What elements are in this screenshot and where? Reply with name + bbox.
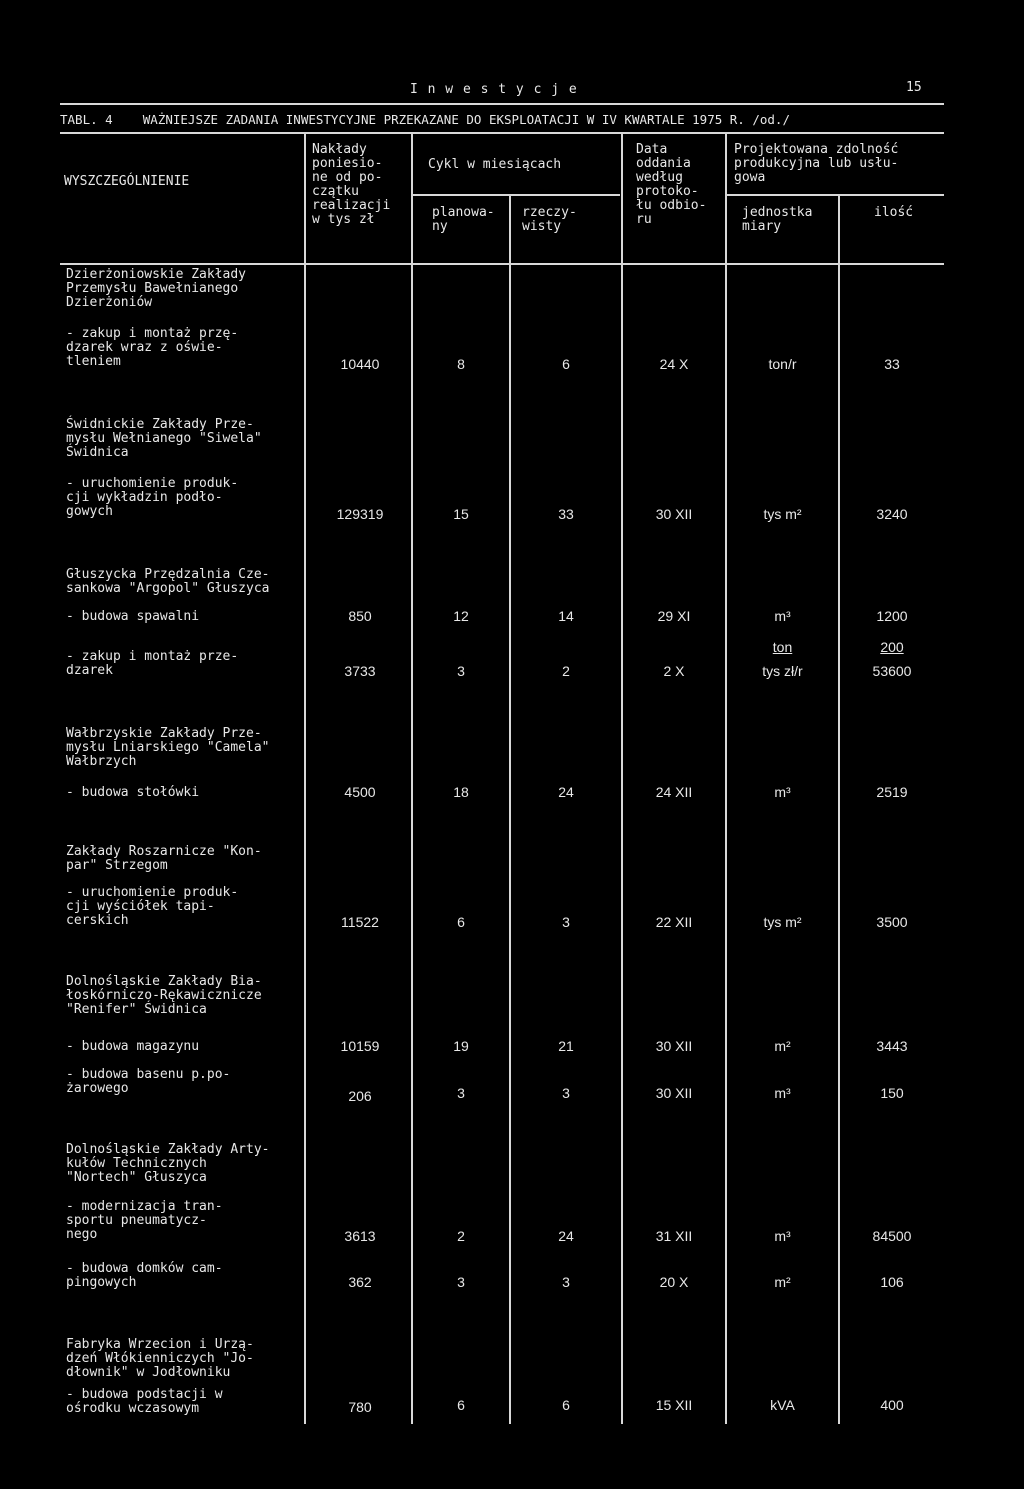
planned-1-1: 8 [457, 356, 465, 372]
actual-4-1: 24 [558, 784, 574, 800]
header-capacity: Projektowana zdolność produkcyjna lub usłu- gowa [734, 142, 899, 185]
actual-1-1: 6 [562, 356, 570, 372]
group-name-1: Dzierżoniowskie Zakłady Przemysłu Bawełnianego Dzierżoniów [66, 267, 247, 310]
group-name-4: Wałbrzyskie Zakłady Prze- mysłu Lniarskiego "Camela" Wałbrzych [66, 726, 270, 769]
task-2-1: - uruchomienie produk- cji wykładzin podło- gowych [66, 476, 239, 519]
header-name: WYSZCZEGÓLNIENIE [64, 174, 190, 189]
costs-6-2: 206 [348, 1088, 372, 1104]
top-rule [60, 103, 944, 105]
date-3-1: 29 XI [657, 608, 691, 624]
group-name-7: Dolnośląskie Zakłady Arty- kułów Technicznych "Nortech" Głuszyca [66, 1142, 270, 1185]
unit-4-1: m³ [774, 784, 791, 800]
unit-7-1: m³ [774, 1228, 791, 1244]
planned-4-1: 18 [453, 784, 469, 800]
date-1-1: 24 X [659, 356, 689, 372]
unit-top-3-2: ton [772, 639, 793, 655]
col-rule-1 [304, 134, 306, 1424]
quantity-6-1: 3443 [876, 1038, 908, 1054]
task-1-1: - zakup i montaż przę- dzarek wraz z oświe- tleniem [66, 326, 239, 369]
quantity-2-1: 3240 [876, 506, 908, 522]
costs-3-1: 850 [348, 608, 372, 624]
planned-3-2: 3 [457, 663, 465, 679]
table-title: TABL. 4 WAŻNIEJSZE ZADANIA INWESTYCYJNE PRZEKAZANE DO EKSPLOATACJI W IV KWARTALE 1975 R. /od./ [60, 112, 790, 127]
costs-1-1: 10440 [340, 356, 380, 372]
date-7-2: 20 X [659, 1274, 689, 1290]
group-name-5: Zakłady Roszarnicze "Kon- par" Strzegom [66, 844, 262, 873]
planned-7-2: 3 [457, 1274, 465, 1290]
costs-7-1: 3613 [344, 1228, 376, 1244]
header-planned: planowa- ny [432, 205, 495, 234]
planned-6-1: 19 [453, 1038, 469, 1054]
quantity-6-2: 150 [880, 1085, 904, 1101]
date-3-2: 2 X [663, 663, 685, 679]
planned-5-1: 6 [457, 914, 465, 930]
actual-3-1: 14 [558, 608, 574, 624]
unit-5-1: tys m² [763, 914, 802, 930]
section-header: I n w e s t y c j e [410, 82, 578, 97]
header-costs: Nakłady poniesio- ne od po- czątku realizacji w tys zł [312, 142, 391, 227]
title-rule [60, 132, 944, 134]
actual-6-1: 21 [558, 1038, 574, 1054]
costs-6-1: 10159 [340, 1038, 380, 1054]
quantity-4-1: 2519 [876, 784, 908, 800]
task-4-1: - budowa stołówki [66, 785, 200, 800]
header-unit: jednostka miary [742, 205, 813, 234]
group-name-8: Fabryka Wrzecion i Urzą- dzeń Włókienniczych "Jo- dłownik" w Jodłowniku [66, 1337, 254, 1380]
date-2-1: 30 XII [655, 506, 693, 522]
planned-7-1: 2 [457, 1228, 465, 1244]
quantity-7-1: 84500 [872, 1228, 912, 1244]
date-5-1: 22 XII [655, 914, 693, 930]
date-6-2: 30 XII [655, 1085, 693, 1101]
task-8-1: - budowa podstacji w ośrodku wczasowym [66, 1387, 223, 1416]
costs-4-1: 4500 [344, 784, 376, 800]
actual-5-1: 3 [562, 914, 570, 930]
actual-7-1: 24 [558, 1228, 574, 1244]
group-name-3: Głuszycka Przędzalnia Cze- sankowa "Argopol" Głuszyca [66, 567, 270, 596]
cycle-sub-rule [412, 194, 620, 196]
planned-6-2: 3 [457, 1085, 465, 1101]
actual-6-2: 3 [562, 1085, 570, 1101]
date-4-1: 24 XII [655, 784, 693, 800]
page-number: 15 [906, 80, 922, 95]
header-date: Data oddania według protoko- łu odbio- ru [636, 142, 707, 227]
quantity-5-1: 3500 [876, 914, 908, 930]
actual-2-1: 33 [558, 506, 574, 522]
task-5-1: - uruchomienie produk- cji wyściółek tapi- cerskich [66, 885, 239, 928]
date-7-1: 31 XII [655, 1228, 693, 1244]
capacity-sub-rule [726, 194, 944, 196]
task-3-1: - budowa spawalni [66, 609, 200, 624]
actual-3-2: 2 [562, 663, 570, 679]
costs-8-1: 780 [348, 1399, 372, 1415]
quantity-3-1: 1200 [876, 608, 908, 624]
unit-1-1: ton/r [768, 356, 797, 372]
costs-5-1: 11522 [341, 914, 379, 930]
unit-8-1: kVA [770, 1397, 795, 1413]
header-quantity: ilość [874, 205, 914, 220]
header-actual: rzeczy- wisty [522, 205, 577, 234]
date-6-1: 30 XII [655, 1038, 693, 1054]
actual-8-1: 6 [562, 1397, 570, 1413]
unit-2-1: tys m² [763, 506, 802, 522]
task-6-2: - budowa basenu p.po- żarowego [66, 1067, 231, 1096]
task-7-1: - modernizacja tran- sportu pneumatycz- nego [66, 1199, 223, 1242]
costs-2-1: 129319 [336, 506, 384, 522]
unit-6-2: m³ [774, 1085, 791, 1101]
costs-3-2: 3733 [344, 663, 376, 679]
quantity-1-1: 33 [884, 356, 900, 372]
quantity-7-2: 106 [880, 1274, 904, 1290]
actual-7-2: 3 [562, 1274, 570, 1290]
quantity-3-2: 53600 [872, 663, 912, 679]
task-6-1: - budowa magazynu [66, 1039, 200, 1054]
planned-8-1: 6 [457, 1397, 465, 1413]
quantity-8-1: 400 [880, 1397, 904, 1413]
task-7-2: - budowa domków cam- pingowych [66, 1261, 223, 1290]
quantity-top-3-2: 200 [880, 639, 904, 655]
group-name-6: Dolnośląskie Zakłady Bia- łoskórniczo-Rękawicznicze "Renifer" Świdnica [66, 974, 262, 1017]
unit-6-1: m² [774, 1038, 791, 1054]
header-cycle: Cykl w miesiącach [428, 157, 562, 172]
header-bottom-rule [60, 263, 944, 265]
unit-3-2: tys zł/r [762, 663, 803, 679]
costs-7-2: 362 [348, 1274, 372, 1290]
planned-3-1: 12 [453, 608, 469, 624]
task-3-2: - zakup i montaż prze- dzarek [66, 649, 239, 678]
unit-3-1: m³ [774, 608, 791, 624]
date-8-1: 15 XII [655, 1397, 693, 1413]
unit-7-2: m² [774, 1274, 791, 1290]
group-name-2: Świdnickie Zakłady Prze- mysłu Wełnianego "Siwela" Świdnica [66, 417, 262, 460]
planned-2-1: 15 [453, 506, 469, 522]
